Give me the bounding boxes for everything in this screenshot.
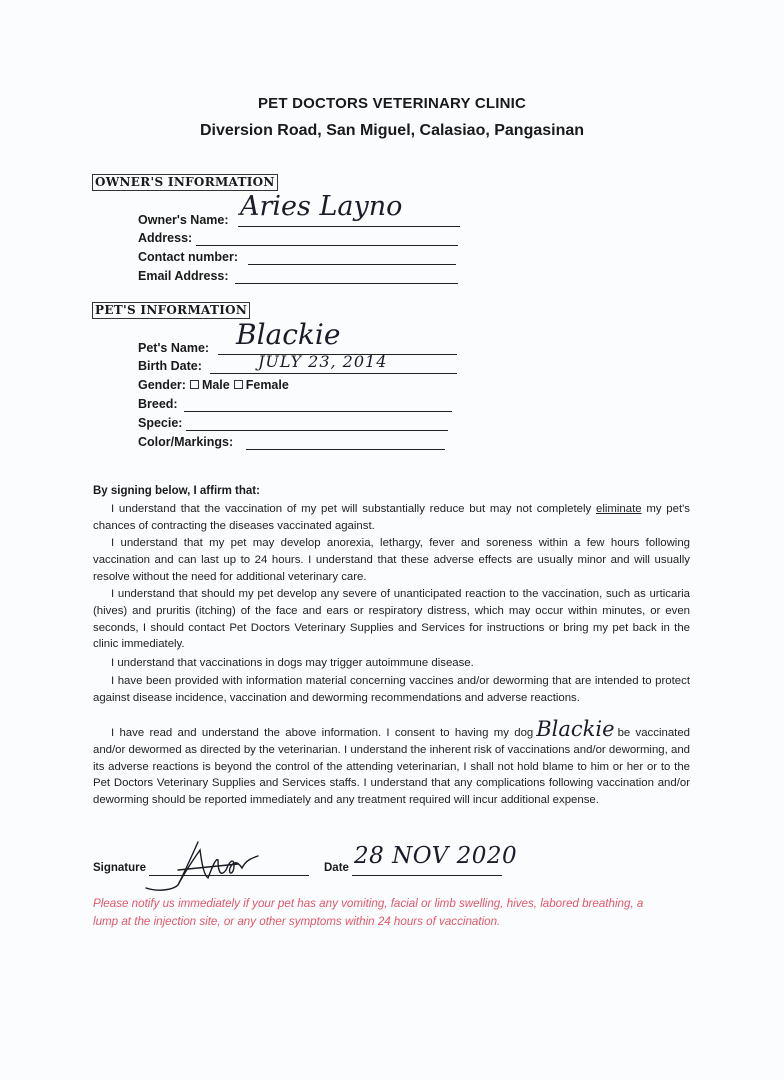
date-label: Date — [324, 862, 349, 874]
pet-name-label: Pet's Name: — [138, 341, 210, 355]
affirmation-paragraph-2 — [93, 535, 690, 585]
gender-field — [138, 377, 289, 394]
pet-section-title: PET'S INFORMATION — [92, 302, 250, 319]
p1-text-a: I understand that the vaccination of my pet will substantially reduce but may not completely — [111, 503, 596, 515]
breed-label: Breed: — [138, 397, 178, 411]
female-checkbox[interactable] — [234, 380, 243, 389]
red-notice-text: Please notify us immediately if your pet has any vomiting, facial or limb swelling, hives, labored breathing, a lump at the injection site, or any other symptoms within 24 hours of vaccination. — [93, 897, 644, 928]
p3-text: I understand that should my pet develop any severe of unanticipated reaction to the vaccination, such as urticaria (hives) and pruritis (itching) of the face and ears or respiratory distress, which may occur within minutes, or even seconds, I should contact Pet Doctors Veterinary Supplies and Services for instructions or bring my pet back in the clinic immediately. — [93, 588, 690, 651]
date-value: 28 NOV 2020 — [354, 843, 518, 869]
p4-text: I understand that vaccinations in dogs may trigger autoimmune disease. — [111, 657, 474, 669]
owner-name-label: Owner's Name: — [138, 213, 229, 227]
p1-underlined-word: eliminate — [595, 503, 642, 515]
birth-date-value: JULY 23, 2014 — [258, 352, 388, 371]
p2-text: I understand that my pet may develop anorexia, lethargy, fever and soreness within a few hours following vaccination and can last up to 24 hours. I understand that these adverse effects are usually minor and will usually resolve without the need for additional veterinary care. — [93, 537, 690, 583]
color-markings-label: Color/Markings: — [138, 435, 234, 449]
affirmation-title: By signing below, I affirm that: — [93, 485, 260, 497]
p5-text: I have been provided with information material concerning vaccines and/or deworming that are intended to protect against disease incidence, vaccination and deworming recommendations and adverse reactions. — [93, 675, 690, 704]
affirmation-paragraph-6 — [93, 717, 690, 809]
affirmation-paragraph-1 — [93, 501, 690, 535]
contact-label: Contact number: — [138, 250, 238, 264]
owner-section-title: OWNER'S INFORMATION — [92, 174, 278, 191]
clinic-name: PET DOCTORS VETERINARY CLINIC — [257, 95, 527, 112]
contact-line — [248, 264, 456, 265]
signature-label: Signature — [93, 862, 147, 874]
date-line — [352, 875, 502, 876]
specie-label: Specie: — [138, 416, 183, 430]
p6-text-a: I have read and understand the above information. I consent to having my dog — [111, 727, 534, 739]
breed-line — [184, 411, 452, 412]
gender-label: Gender: — [138, 378, 186, 392]
affirmation-paragraph-5 — [93, 673, 690, 707]
p6-text-b: be vaccinated and/or dewormed as directed by the veterinarian. I understand the inherent risk of vaccinations and/or deworming, and its adverse reactions is beyond the control of the attending veterinarian, I shall not hold blame to him or her or to the Pet Doctors Veterinary Supplies and Services staffs. I understand that any complications following vaccination and/or deworming should be reported immediately and any treatment required will incur additional expense. — [93, 727, 690, 807]
owner-name-line — [238, 226, 460, 227]
birth-date-label: Birth Date: — [138, 359, 202, 373]
specie-line — [186, 430, 448, 431]
signature-scribble — [138, 830, 278, 900]
pet-name-value: Blackie — [236, 318, 341, 351]
p1-text-c: my pet's chances of contracting the diseases vaccinated against. — [93, 503, 691, 532]
email-label: Email Address: — [138, 269, 229, 283]
owner-name-value: Aries Layno — [240, 191, 403, 222]
address-label: Address: — [138, 231, 193, 245]
address-line — [196, 245, 458, 246]
dog-name-handwritten: Blackie — [536, 717, 615, 741]
affirmation-paragraph-3 — [93, 586, 690, 653]
color-markings-line — [246, 449, 445, 450]
male-label: Male — [201, 378, 230, 392]
affirmation-paragraph-4 — [93, 655, 690, 672]
clinic-address: Diversion Road, San Miguel, Calasiao, Pangasinan — [199, 122, 585, 139]
male-checkbox[interactable] — [190, 380, 199, 389]
female-label: Female — [245, 378, 289, 392]
email-line — [235, 283, 458, 284]
birth-date-line — [210, 373, 457, 374]
